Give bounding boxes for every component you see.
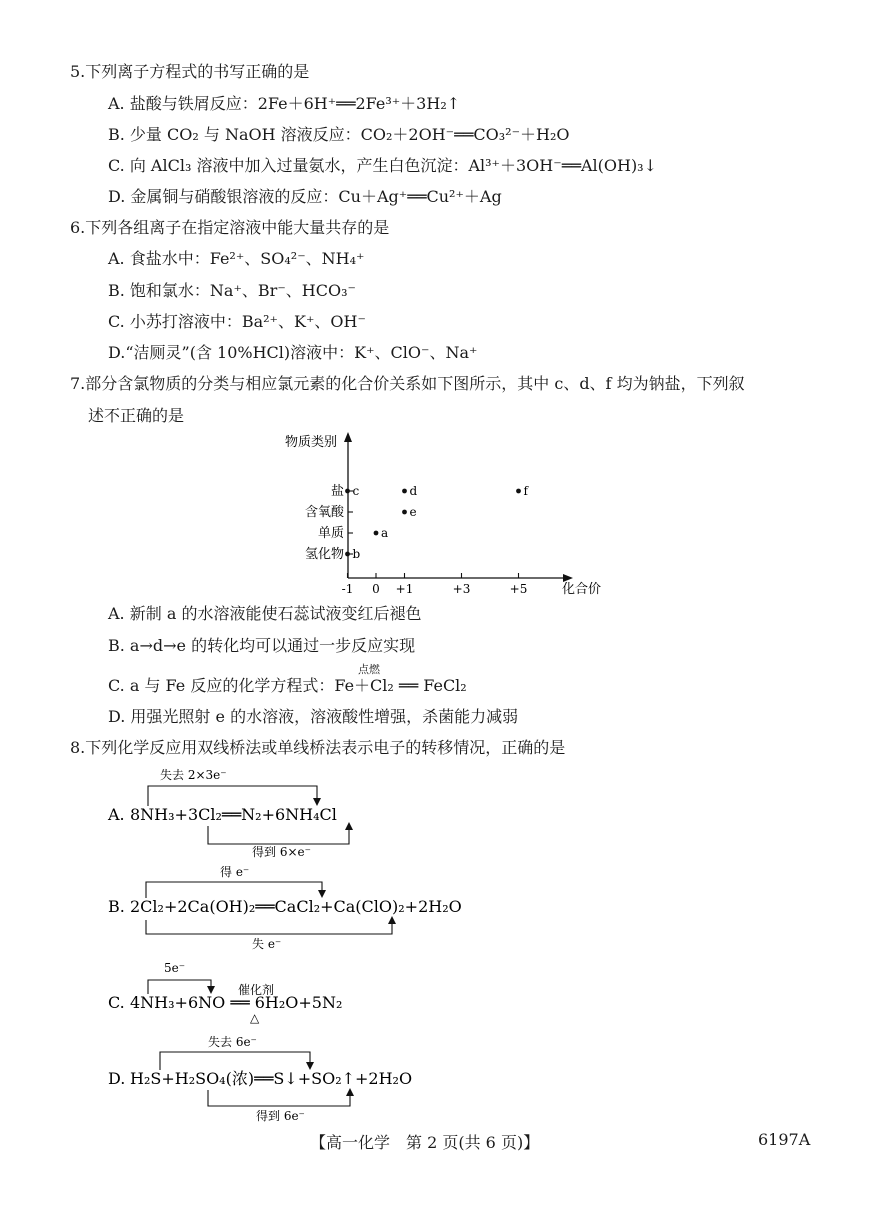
q8b-bottom-bridge xyxy=(146,920,392,934)
q8d-bottom-bridge xyxy=(208,1090,350,1106)
q8c-equation: 4NH₃+6NO ══ 6H₂O+5N₂ xyxy=(130,993,343,1012)
q5-option-c: C. 向 AlCl₃ 溶液中加入过量氨水，产生白色沉淀：Al³⁺＋3OH⁻══Al(OH)₃↓ xyxy=(108,156,658,175)
point-a xyxy=(374,531,379,536)
footer-code: 6197A xyxy=(758,1130,811,1149)
y-category-label: 含氧酸 xyxy=(304,505,344,520)
q7-option-a: A. 新制 a 的水溶液能使石蕊试液变红后褪色 xyxy=(108,604,422,623)
q8a-bottom-label: 得到 6×e⁻ xyxy=(252,845,311,858)
q8b-bottom-label: 失 e⁻ xyxy=(252,937,282,951)
q5-option-b: B. 少量 CO₂ 与 NaOH 溶液反应：CO₂＋2OH⁻══CO₃²⁻＋H₂O xyxy=(108,125,570,144)
x-tick-label: -1 xyxy=(341,582,354,596)
q8a-equation: 8NH₃+3Cl₂══N₂+6NH₄Cl xyxy=(130,805,337,824)
q8c-heat: △ xyxy=(250,1011,260,1024)
point-label-a: a xyxy=(381,526,389,540)
q8a-bottom-arrowhead xyxy=(345,822,353,830)
q8-option-d xyxy=(100,1030,480,1124)
x-tick-label: +3 xyxy=(452,582,471,596)
q8d-prefix: D. xyxy=(108,1069,126,1088)
q7-c-condition: 点燃 xyxy=(358,663,380,676)
point-d xyxy=(402,489,407,494)
q7-stem-line1: 7.部分含氯物质的分类与相应氯元素的化合价关系如下图所示，其中 c、d、f 均为钠盐，下列叙 xyxy=(70,374,745,393)
y-axis-label: 物质类别 xyxy=(285,435,338,450)
point-f xyxy=(516,489,521,494)
q7-stem-line2: 述不正确的是 xyxy=(88,406,185,425)
q8c-top-bridge xyxy=(148,980,211,994)
q6-option-a: A. 食盐水中：Fe²⁺、SO₄²⁻、NH₄⁺ xyxy=(108,249,365,268)
q8b-equation: 2Cl₂+2Ca(OH)₂══CaCl₂+Ca(ClO)₂+2H₂O xyxy=(130,897,462,916)
point-label-d: d xyxy=(409,484,418,498)
q6-option-d: D.“洁厕灵”(含 10%HCl)溶液中：K⁺、ClO⁻、Na⁺ xyxy=(108,343,478,362)
q8-option-a xyxy=(100,764,420,858)
q6-option-b: B. 饱和氯水：Na⁺、Br⁻、HCO₃⁻ xyxy=(108,281,356,300)
x-tick-label: +5 xyxy=(509,582,528,596)
footer-page-label: 【高一化学 第 2 页(共 6 页)】 xyxy=(310,1133,540,1152)
point-label-b: b xyxy=(352,547,361,561)
q8-option-b xyxy=(100,860,520,952)
x-axis-label: 化合价 xyxy=(562,582,602,597)
y-category-label: 盐 xyxy=(330,484,344,499)
x-tick-label: +1 xyxy=(395,582,414,596)
point-label-f: f xyxy=(523,484,528,498)
y-category-label: 单质 xyxy=(317,526,344,541)
point-c xyxy=(345,489,350,494)
x-axis-arrow xyxy=(563,574,573,582)
q8a-top-label: 失去 2×3e⁻ xyxy=(160,768,227,782)
x-tick-label: 0 xyxy=(372,582,380,596)
point-e xyxy=(402,510,407,515)
q5-option-d: D. 金属铜与硝酸银溶液的反应：Cu＋Ag⁺══Cu²⁺＋Ag xyxy=(108,187,502,206)
q7-option-c: C. a 与 Fe 反应的化学方程式：Fe＋Cl₂ ══ FeCl₂ xyxy=(108,676,467,695)
point-b xyxy=(345,552,350,557)
q7-option-d: D. 用强光照射 e 的水溶液，溶液酸性增强，杀菌能力减弱 xyxy=(108,707,519,726)
q6-option-c: C. 小苏打溶液中：Ba²⁺、K⁺、OH⁻ xyxy=(108,312,366,331)
q8c-catalyst: 催化剂 xyxy=(238,983,275,997)
q5-option-a: A. 盐酸与铁屑反应：2Fe＋6H⁺══2Fe³⁺＋3H₂↑ xyxy=(108,94,461,113)
q8b-top-bridge xyxy=(146,882,322,898)
q5-stem: 5.下列离子方程式的书写正确的是 xyxy=(70,62,310,81)
valence-chart xyxy=(280,426,620,606)
q8d-top-bridge xyxy=(160,1052,310,1070)
q8d-equation: H₂S+H₂SO₄(浓)══S↓+SO₂↑+2H₂O xyxy=(130,1069,413,1088)
q8b-top-label: 得 e⁻ xyxy=(220,865,250,879)
y-category-label: 氢化物 xyxy=(304,547,344,562)
q8a-bottom-bridge xyxy=(208,826,349,844)
q7-option-b: B. a→d→e 的转化均可以通过一步反应实现 xyxy=(108,636,416,655)
q8b-bottom-arrowhead xyxy=(388,916,396,924)
q8a-prefix: A. xyxy=(108,805,125,824)
q8-stem: 8.下列化学反应用双线桥法或单线桥法表示电子的转移情况，正确的是 xyxy=(70,738,566,757)
q8c-top-label: 5e⁻ xyxy=(164,961,186,975)
q8b-prefix: B. xyxy=(108,897,125,916)
point-label-e: e xyxy=(409,505,417,519)
q8d-bottom-arrowhead xyxy=(346,1088,354,1096)
q8d-bottom-label: 得到 6e⁻ xyxy=(256,1109,305,1123)
point-label-c: c xyxy=(352,484,360,498)
q8-option-c xyxy=(100,958,420,1024)
q8a-top-bridge xyxy=(148,786,317,806)
y-axis-arrow xyxy=(344,432,352,442)
q6-stem: 6.下列各组离子在指定溶液中能大量共存的是 xyxy=(70,218,390,237)
q8d-top-label: 失去 6e⁻ xyxy=(208,1035,257,1049)
q8c-prefix: C. xyxy=(108,993,125,1012)
